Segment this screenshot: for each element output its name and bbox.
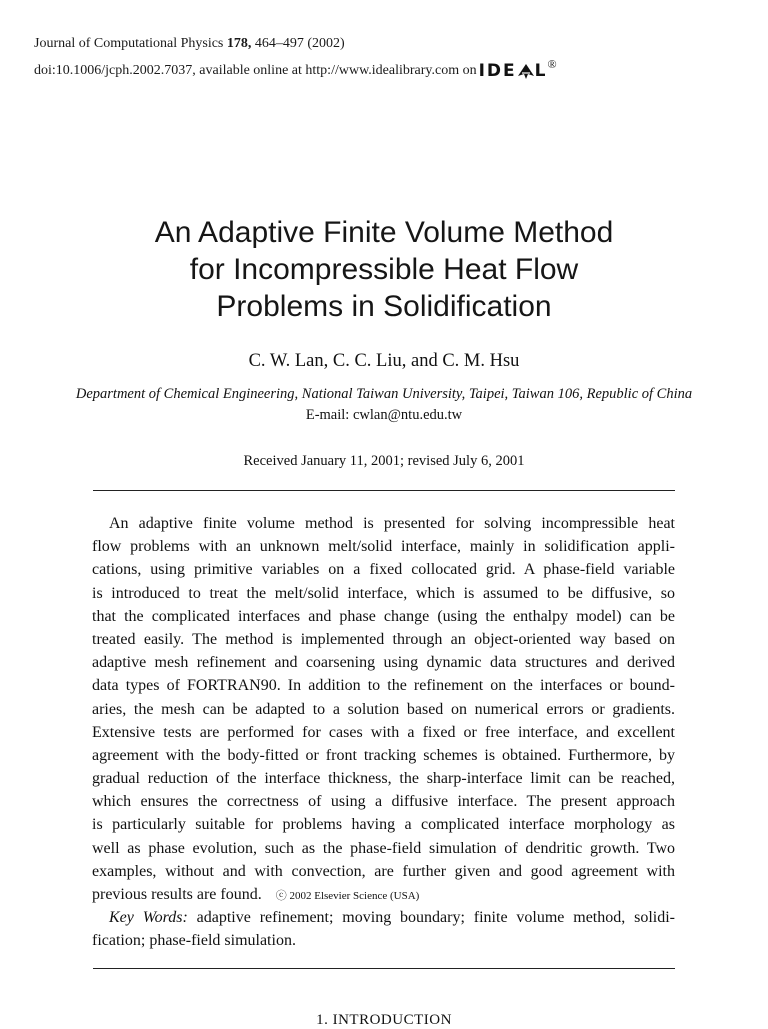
abstract-line: is introduced to treat the melt/solid interface, which is assumed to be diffusive, so bbox=[92, 584, 675, 602]
ideal-logo-left: IDE bbox=[478, 61, 517, 81]
abstract-line: is particularly suitable for problems having a complicated interface morphology as bbox=[92, 816, 675, 834]
abstract-line: which ensures the correctness of using a diffusive interface. The present approach bbox=[92, 793, 675, 811]
title-line-1: An Adaptive Finite Volume Method bbox=[154, 216, 614, 249]
section-heading: 1. INTRODUCTION bbox=[316, 1012, 452, 1028]
registered-mark: ® bbox=[547, 57, 557, 71]
abstract-final-line bbox=[92, 883, 675, 906]
keywords-text: adaptive refinement; moving boundary; finite volume method, solidi- bbox=[187, 909, 675, 927]
title-line-2: for Incompressible Heat Flow bbox=[189, 253, 579, 286]
abstract-line: gradual reduction of the interface thickness, the sharp-interface limit can be reached, bbox=[92, 770, 675, 788]
email: E-mail: cwlan@ntu.edu.tw bbox=[305, 407, 463, 423]
doi-text: doi:10.1006/jcph.2002.7037, available online at http://www.idealibrary.com on bbox=[34, 63, 477, 78]
doi-line bbox=[34, 54, 557, 82]
abstract-line: treated easily. The method is implemented through an object-oriented way based on bbox=[92, 630, 675, 648]
journal-header bbox=[34, 33, 557, 82]
affiliation: Department of Chemical Engineering, National Taiwan University, Taipei, Taiwan 106, Republic of China bbox=[75, 386, 693, 402]
authors: C. W. Lan, C. C. Liu, and C. M. Hsu bbox=[248, 351, 520, 371]
abstract-bottom-rule bbox=[93, 968, 675, 969]
copyright-notice: ⓒ 2002 Elsevier Science (USA) bbox=[275, 890, 420, 902]
abstract-line: examples, without and with convection, are further given and good agreement with bbox=[92, 862, 675, 880]
abstract-line: Extensive tests are performed for cases with a fixed or free interface, and excellent bbox=[92, 723, 675, 741]
abstract-top-rule bbox=[93, 490, 675, 491]
abstract-line: flow problems with an unknown melt/solid interface, mainly in solidification appli- bbox=[92, 538, 675, 556]
received-date: Received January 11, 2001; revised July 6, 2001 bbox=[243, 453, 525, 469]
abstract-line: An adaptive finite volume method is presented for solving incompressible heat bbox=[109, 515, 675, 532]
abstract-line: previous results are found. bbox=[92, 886, 262, 903]
abstract-line: that the complicated interfaces and phase change (using the enthalpy model) can be bbox=[92, 607, 675, 625]
abstract-line: well as phase evolution, such as the phase-field simulation of dendritic growth. Two bbox=[92, 839, 675, 857]
abstract-line: data types of FORTRAN90. In addition to the refinement on the interfaces or bound- bbox=[92, 677, 675, 695]
abstract-line: agreement with the body-fitted or front tracking schemes is obtained. Furthermore, by bbox=[92, 746, 675, 764]
paper-title bbox=[0, 214, 768, 325]
abstract-line: aries, the mesh can be adapted to a solution based on numerical errors or gradients. bbox=[92, 700, 675, 718]
citation-line bbox=[34, 33, 557, 54]
abstract-line: adaptive mesh refinement and coarsening using dynamic data structures and derived bbox=[92, 654, 675, 672]
journal-volume: 178, bbox=[226, 36, 252, 51]
title-line-3: Problems in Solidification bbox=[216, 290, 552, 323]
ideal-logo-right: L bbox=[534, 61, 548, 81]
ideal-logo-arrow-icon bbox=[517, 62, 535, 80]
abstract-line: cations, using primitive variables on a fixed collocated grid. A phase-field variable bbox=[92, 561, 675, 579]
keywords-line-1 bbox=[92, 906, 675, 929]
keywords-label: Key Words: bbox=[109, 909, 188, 927]
journal-name: Journal of Computational Physics bbox=[34, 36, 227, 51]
ideal-logo bbox=[479, 54, 557, 82]
keywords-line-2: fication; phase-field simulation. bbox=[92, 932, 296, 950]
abstract bbox=[92, 512, 675, 953]
journal-pages: 464–497 (2002) bbox=[251, 36, 345, 51]
